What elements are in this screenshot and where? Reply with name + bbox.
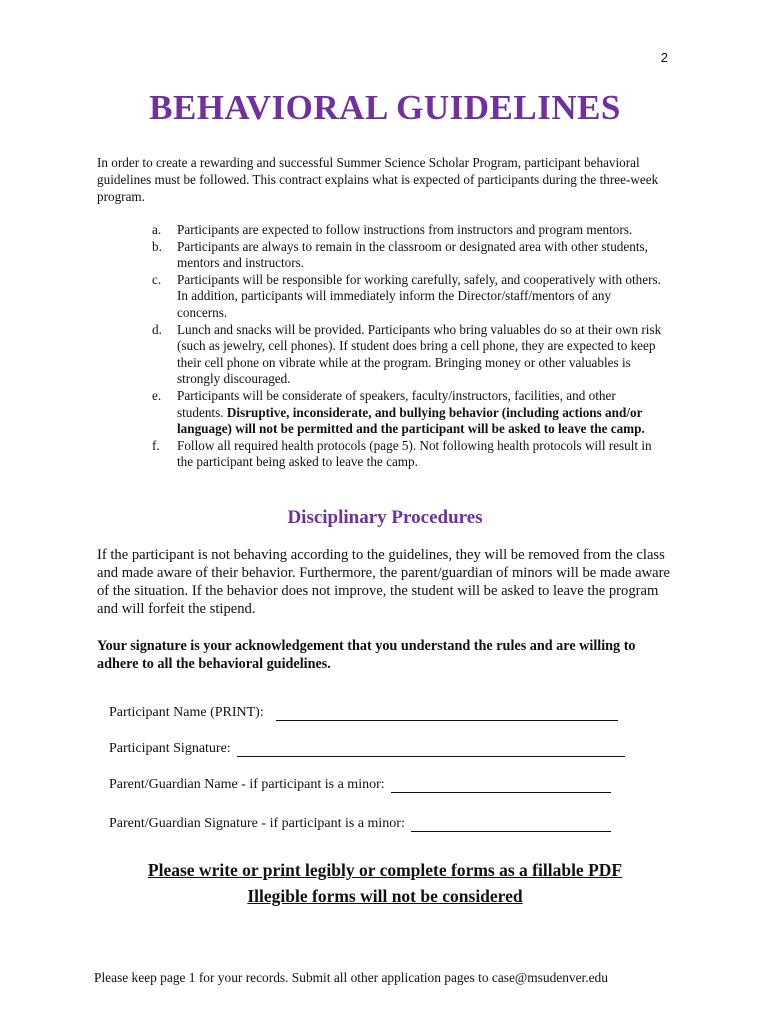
guardian-name-row: [109, 777, 611, 793]
guideline-text: Participants are always to remain in the classroom or designated area with other students, mentors and instructors.: [177, 238, 648, 271]
page-number: 2: [660, 50, 668, 65]
guideline-marker: d.: [152, 321, 162, 337]
guardian-name-field[interactable]: [391, 778, 611, 793]
guideline-marker: a.: [152, 222, 162, 237]
guardian-signature-row: [109, 816, 611, 832]
guideline-item-c: [152, 272, 662, 322]
guidelines-list: [152, 222, 662, 471]
guideline-marker: f.: [152, 437, 160, 453]
guideline-item-e: [152, 388, 662, 438]
guideline-item-b: [152, 239, 662, 272]
intro-paragraph: In order to create a rewarding and successful Summer Science Scholar Program, participant behavioral guidelines must be followed. This contract explains what is expected of participants during the three-week program.: [97, 155, 659, 204]
page-title: BEHAVIORAL GUIDELINES: [149, 88, 621, 127]
guideline-text: Lunch and snacks will be provided. Participants who bring valuables do so at their own risk (such as jewelry, cell phones). If student does bring a cell phone, they are expected to keep their cell phone on vibrate while at the program. Bringing money or other valuables is strongly discouraged.: [177, 321, 662, 387]
legibility-notice: Please write or print legibly or complete forms as a fillable PDF: [147, 860, 623, 880]
guideline-marker: e.: [152, 387, 162, 403]
guideline-item-d: [152, 322, 662, 388]
participant-signature-row: [109, 741, 625, 757]
guideline-text: Participants will be responsible for working carefully, safely, and cooperatively with others. In addition, participants will immediately inform the Director/staff/mentors of any concerns.: [177, 271, 661, 320]
participant-name-field[interactable]: [276, 706, 618, 721]
disciplinary-heading: Disciplinary Procedures: [287, 507, 483, 528]
participant-name-row: [109, 705, 618, 721]
guardian-signature-label: Parent/Guardian Signature - if participant is a minor:: [109, 816, 405, 831]
guideline-item-a: [152, 222, 662, 239]
disciplinary-paragraph: If the participant is not behaving according to the guidelines, they will be removed from the class and made aware of their behavior. Furthermore, the parent/guardian of minors will be made aware of the situation. If the behavior does not improve, the student will be asked to leave the program and will forfeit the stipend.: [97, 547, 670, 617]
guideline-marker: b.: [152, 238, 162, 254]
guideline-text: Follow all required health protocols (page 5). Not following health protocols will result in the participant being asked to leave the camp.: [177, 437, 652, 470]
guardian-signature-field[interactable]: [411, 817, 611, 832]
guideline-text: Participants will be considerate of speakers, faculty/instructors, facilities, and other students.: [177, 387, 616, 420]
guideline-item-f: [152, 438, 662, 471]
participant-name-label: Participant Name (PRINT):: [109, 705, 264, 720]
acknowledgement-text: Your signature is your acknowledgement that you understand the rules and are willing to adhere to all the behavioral guidelines.: [97, 638, 636, 672]
illegible-notice: Illegible forms will not be considered: [247, 886, 523, 906]
participant-signature-label: Participant Signature:: [109, 741, 231, 756]
footer-note: Please keep page 1 for your records. Submit all other application pages to case@msudenver.edu: [94, 970, 608, 985]
guardian-name-label: Parent/Guardian Name - if participant is a minor:: [109, 777, 385, 792]
guideline-text: Participants are expected to follow instructions from instructors and program mentors.: [177, 222, 633, 237]
participant-signature-field[interactable]: [237, 742, 625, 757]
guideline-marker: c.: [152, 271, 162, 287]
guideline-bold-text: Disruptive, inconsiderate, and bullying behavior (including actions and/or language) will not be permitted and the participant will be asked to leave the camp.: [177, 404, 645, 437]
